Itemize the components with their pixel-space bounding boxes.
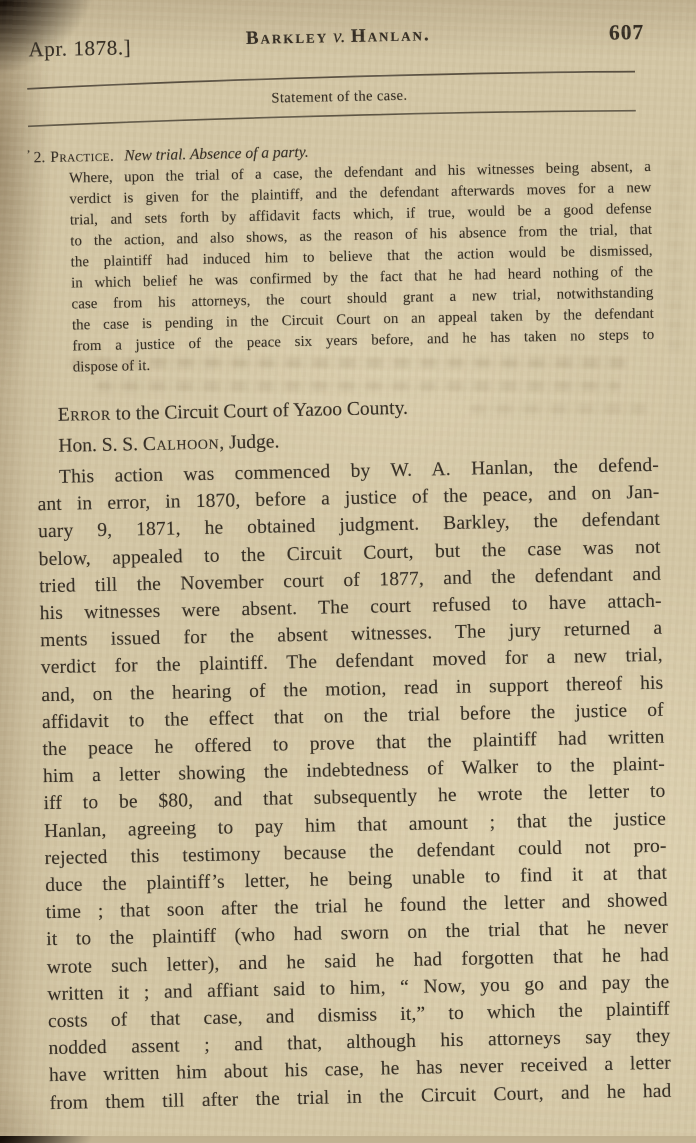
text-line: to the action, and also shows, as the reason of his absence from the trial, that [70,221,653,250]
text-line: ant in error, in 1870, before a justice of the peace, and on Jan- [37,481,660,516]
text-line: uary 9, 1871, he obtained judgment. Barkley, the defendant [37,509,661,543]
judge-prefix: Hon. S. S. [58,434,144,457]
text-line: dispose of it. [72,357,151,376]
case-name-left: Barkley [245,26,329,49]
text-line: rejected this testimony because the defendant could not pro- [44,835,667,869]
text-line: time ; that soon after the trial he found the letter and showed [45,889,668,924]
text-line: it to the plaintiff (who had sworn on the trial that he never [46,917,669,951]
text-line: This action was commenced by W. A. Hanlan, the defend- [58,454,660,488]
show-through-smudge [70,358,626,368]
header-date: Apr. 1878.] [28,35,132,62]
text-line: him a letter showing the indebtedness of Walker to the plaint- [42,753,666,788]
text-line: from them till after the trial in the Circuit Court, and he had [49,1080,672,1114]
text-line: the plaintiff had induced him to believe that the action would be dismissed, [70,242,653,271]
case-name-right: Hanlan. [350,24,431,47]
header-case-title [246,25,431,48]
text-line: iff to be $80, and that subsequently he wrote the letter to [43,781,666,815]
headnote-topic: Practice. [50,147,115,166]
show-through-smudge [668,150,682,350]
text-line: the case is pending in the Circuit Court on an appeal taken by the defendant [71,305,655,334]
text-line: duce the plaintiff’s letter, he being unable to find it at that [45,862,668,897]
judge-name: Calhoon [142,432,220,456]
statement-paragraph [37,452,672,1117]
text-line: written it ; and affiant said to him, “ Now, you go and pay the [47,971,670,1005]
text-line: have written him about his case, he has never received a letter [48,1053,672,1087]
headnote-number: 2. [33,149,46,167]
text-line: the peace he offered to prove that the plaintiff had written [42,726,665,761]
text-line: ments issued for the absent witnesses. The jury returned a [40,617,663,652]
headnote-heading [26,143,308,166]
text-line: below, appealed to the Circuit Court, but the case was not [38,536,661,570]
text-line: and, on the hearing of the motion, read in support thereof his [41,672,664,706]
error-word: Error [57,403,112,426]
text-line: case from his attorneys, the court should grant a new trial, notwithstanding [71,284,654,313]
running-head: Statement of the case. [271,87,408,107]
text-line: trial, and sets forth by affidavit facts which, if true, would be a good defense [69,200,652,229]
headnote-subtitle: New trial. Absence of a party. [124,143,309,165]
headnote-mark: ’ [26,147,31,162]
text-line: Hanlan, agreeing to pay him that amount ; that the justice [43,808,667,842]
text-line: nodded assent ; and that, although his attorneys say they [48,1025,671,1060]
error-rest: to the Circuit Court of Yazoo County. [110,397,409,425]
text-line: costs of that case, and dismiss it,” to which the plaintiff [47,998,671,1033]
text-line: affidavit to the effect that on the trial before the justice of [41,699,665,734]
text-line: wrote such letter), and he said he had forgotten that he had [46,944,669,978]
judge-suffix: , Judge. [219,431,280,454]
text-line: in which belief he was confirmed by the fact that he had heard nothing of the [70,263,654,292]
text-line: his witnesses were absent. The court refused to have attach- [39,590,662,625]
mid-rule-divider [26,106,638,128]
text-line: from a justice of the peace six years before, and he has taken no steps to [72,326,655,355]
show-through-smudge [470,404,646,414]
text-line: Where, upon the trial of a case, the defendant and his witnesses being absent, a [68,158,652,187]
text-line: tried till the November court of 1877, and the defendant and [39,563,662,598]
text-line: verdict for the plaintiff. The defendant moved for a new trial, [40,645,663,679]
headnote-body [69,157,655,379]
show-through-smudge [96,381,620,391]
versus-abbrev: v. [332,25,347,48]
text-line: verdict is given for the plaintiff, and the defendant afterwards moves for a new [69,179,652,208]
page-number: 607 [608,19,645,45]
